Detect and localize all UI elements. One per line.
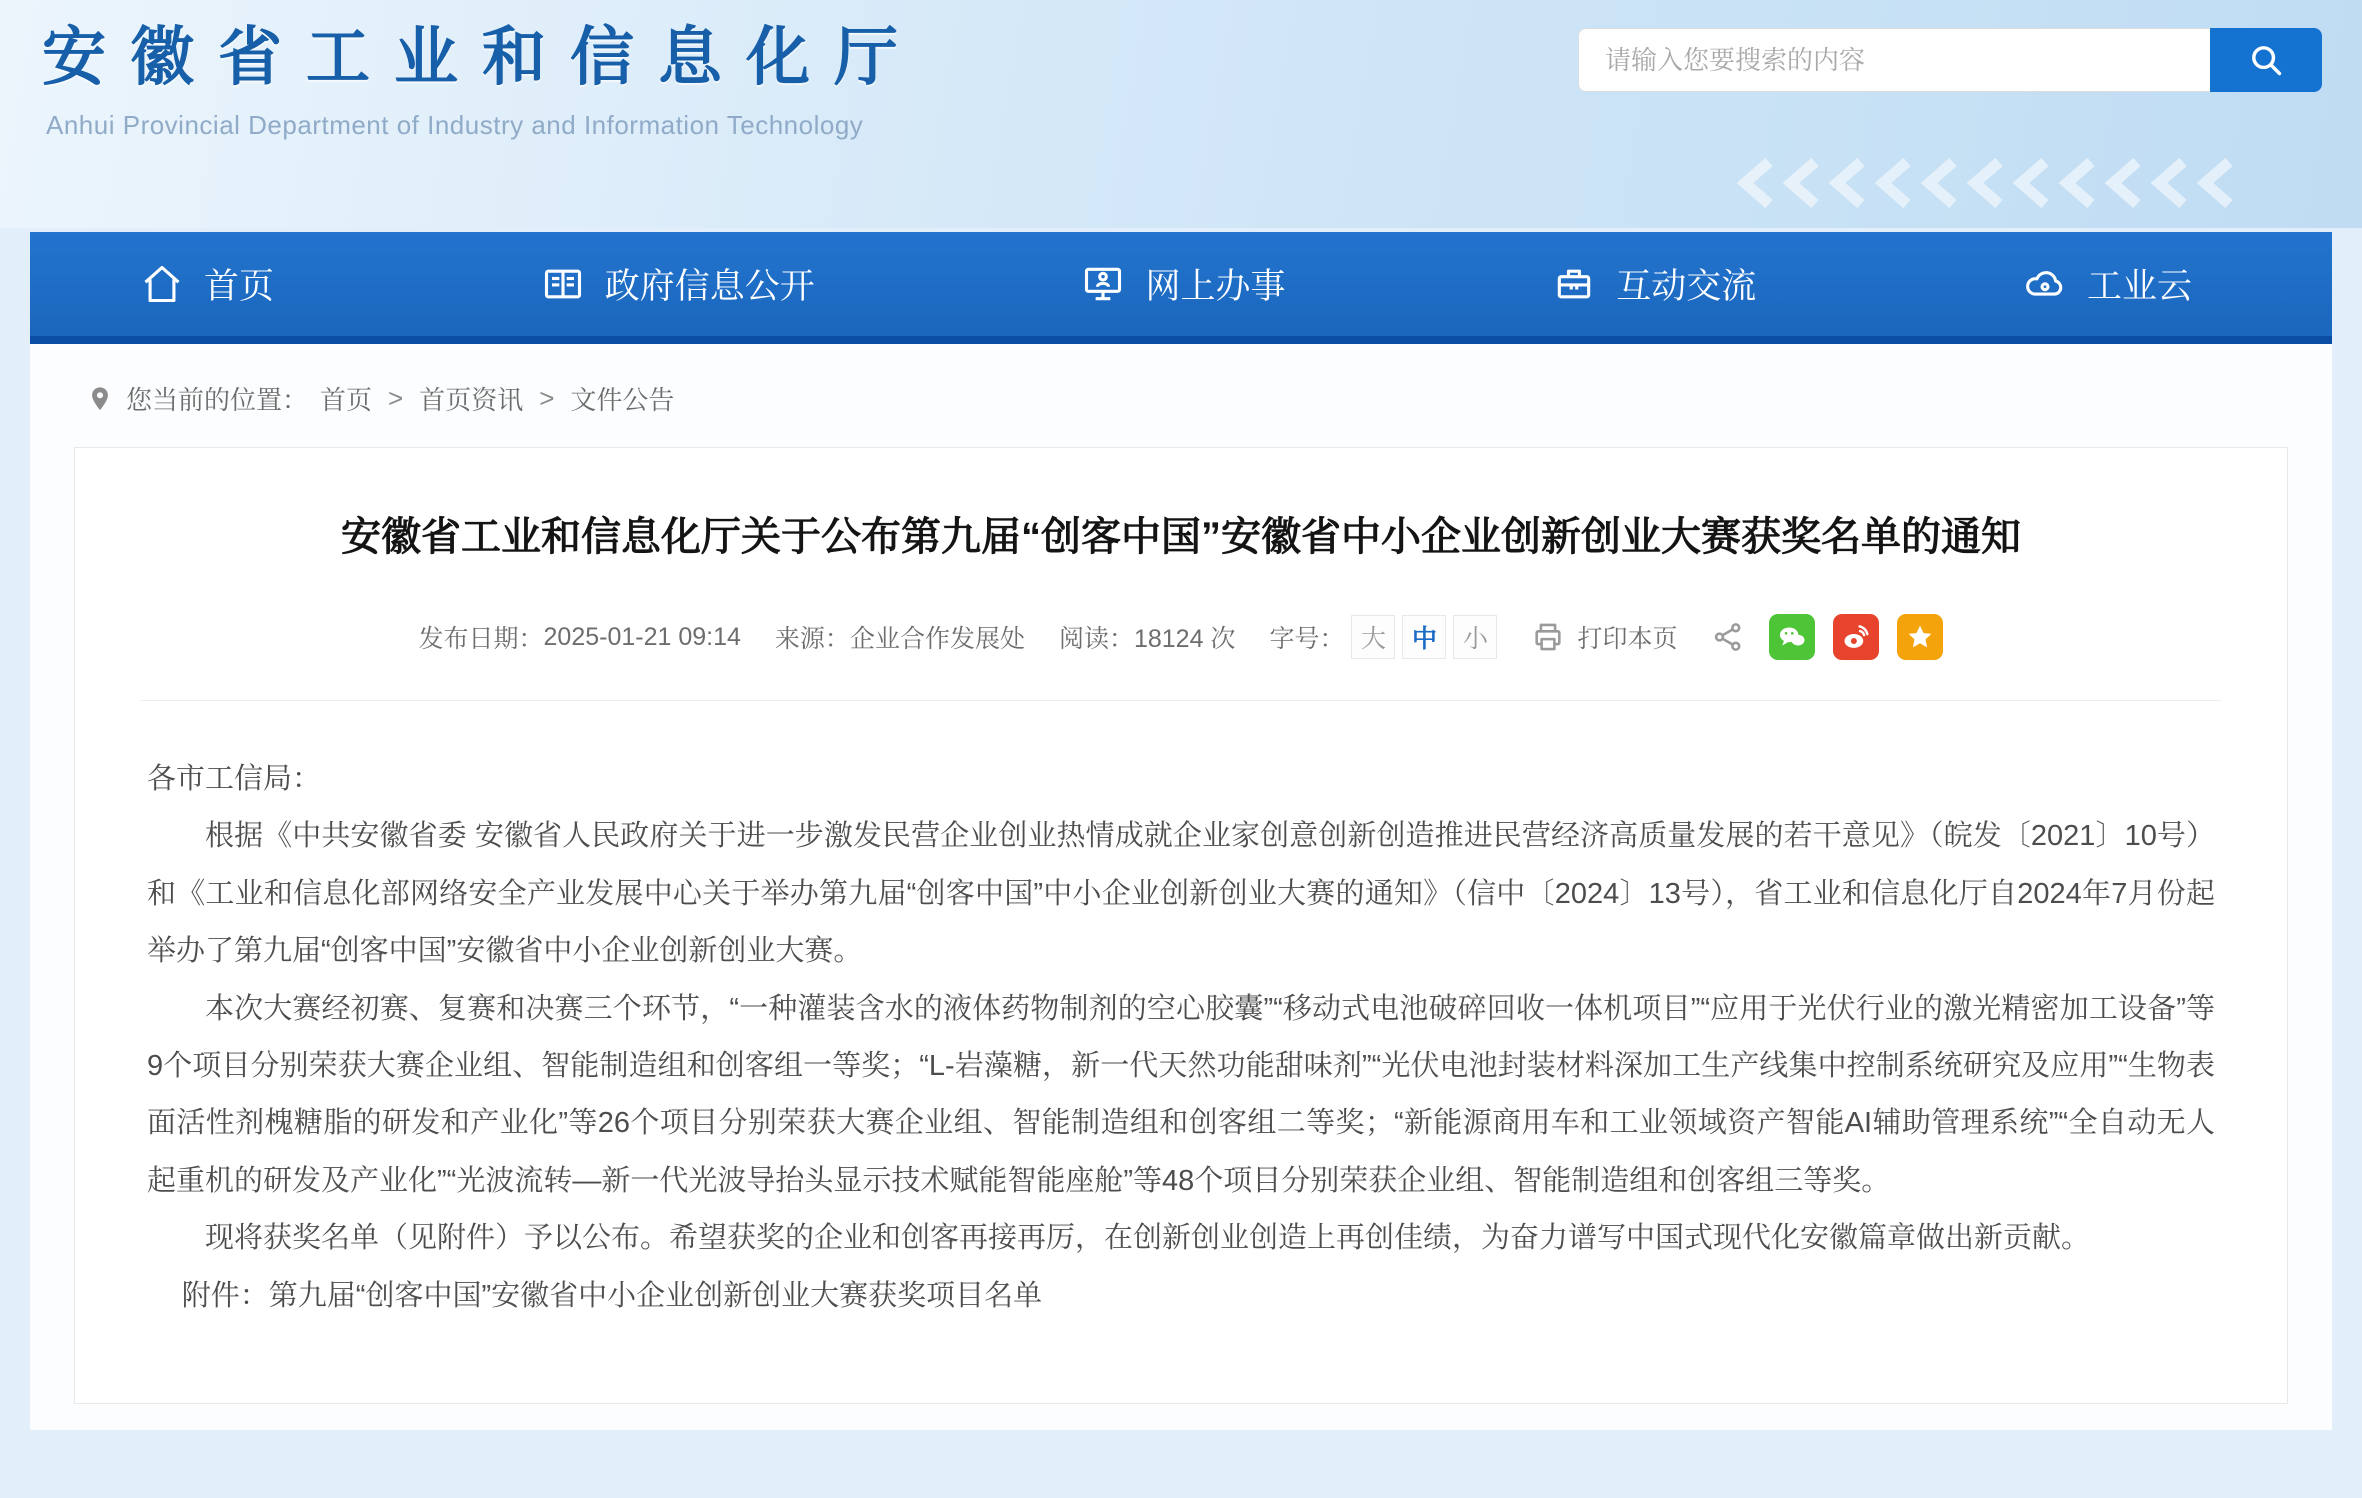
nav-item-online-services[interactable] bbox=[1081, 259, 1285, 309]
publish-date bbox=[419, 619, 741, 655]
font-size-medium-button[interactable]: 中 bbox=[1402, 615, 1446, 659]
article-paragraph: 根据《中共安徽省委 安徽省人民政府关于进一步激发民营企业创业热情成就企业家创意创新创造推进民营经济高质量发展的若干意见》（皖发〔2021〕10号）和《工业和信息化部网络安全产业发展中心关于举办第九届“创客中国”中小企业创新创业大赛的通知》（信中〔2024〕13号），省工业和信息化厅自2024年7月份起举办了第九届“创客中国”安徽省中小企业创新创业大赛。 bbox=[147, 820, 2215, 968]
print-button[interactable] bbox=[1531, 619, 1677, 655]
font-size-large-button[interactable]: 大 bbox=[1351, 615, 1395, 659]
article-card bbox=[74, 447, 2288, 1404]
views-label: 阅读： bbox=[1058, 625, 1134, 653]
search-input[interactable] bbox=[1578, 28, 2210, 92]
home-icon bbox=[140, 262, 184, 306]
nav-item-label: 首页 bbox=[204, 267, 275, 306]
breadcrumb-news[interactable]: 首页资讯 bbox=[419, 385, 524, 415]
breadcrumb-notices[interactable]: 文件公告 bbox=[570, 385, 675, 415]
font-size-control bbox=[1269, 615, 1497, 659]
site-title: 安徽省工业和信息化厅 bbox=[42, 21, 922, 93]
nav-item-label: 网上办事 bbox=[1145, 267, 1286, 306]
article-title: 安徽省工业和信息化厅关于公布第九届“创客中国”安徽省中小企业创新创业大赛获奖名单的通知 bbox=[341, 515, 2021, 559]
open-book-icon bbox=[541, 262, 585, 306]
chevrons-decoration bbox=[1735, 158, 2255, 208]
breadcrumb bbox=[30, 344, 2332, 417]
nav-item-label: 政府信息公开 bbox=[604, 267, 815, 306]
breadcrumb-separator: > bbox=[388, 383, 404, 413]
view-count bbox=[1059, 619, 1235, 655]
article-attachment: 附件：第九届“创客中国”安徽省中小企业创新创业大赛获奖项目名单 bbox=[181, 1279, 1043, 1312]
star-icon bbox=[1904, 621, 1936, 653]
weibo-icon bbox=[1839, 620, 1873, 654]
nav-item-gov-info[interactable] bbox=[541, 259, 815, 309]
share-apps bbox=[1769, 614, 1943, 660]
article-source bbox=[775, 619, 1025, 655]
nav-item-label: 互动交流 bbox=[1616, 267, 1757, 306]
publish-date-value: 2025-01-21 09:14 bbox=[543, 622, 741, 651]
search-button[interactable] bbox=[2210, 28, 2322, 92]
views-value: 18124 次 bbox=[1133, 625, 1236, 653]
nav-item-home[interactable] bbox=[140, 259, 274, 309]
article-paragraph: 现将获奖名单（见附件）予以公布。希望获奖的企业和创客再接再厉，在创新创业创造上再创佳绩，为奋力谱写中国式现代化安徽篇章做出新贡献。 bbox=[205, 1222, 2091, 1255]
monitor-icon bbox=[1081, 262, 1125, 306]
cloud-icon bbox=[2023, 262, 2067, 306]
source-label: 来源： bbox=[774, 625, 850, 653]
main-nav bbox=[30, 232, 2332, 344]
printer-icon bbox=[1531, 620, 1565, 654]
breadcrumb-home[interactable]: 首页 bbox=[320, 385, 373, 415]
font-size-small-button[interactable]: 小 bbox=[1453, 615, 1497, 659]
site-search bbox=[1578, 28, 2322, 92]
location-icon bbox=[86, 385, 114, 413]
article-body bbox=[141, 751, 2221, 1325]
site-subtitle: Anhui Provincial Department of Industry and Information Technology bbox=[46, 110, 864, 140]
nav-item-label: 工业云 bbox=[2086, 267, 2192, 306]
weibo-share-button[interactable] bbox=[1833, 614, 1879, 660]
search-icon bbox=[2247, 41, 2285, 79]
print-label: 打印本页 bbox=[1577, 625, 1678, 653]
nav-item-industrial-cloud[interactable] bbox=[2023, 259, 2192, 309]
article-meta bbox=[141, 614, 2221, 701]
wechat-share-button[interactable] bbox=[1769, 614, 1815, 660]
breadcrumb-prefix: 您当前的位置： bbox=[126, 385, 309, 415]
publish-date-label: 发布日期： bbox=[418, 625, 544, 653]
breadcrumb-separator: > bbox=[539, 383, 555, 413]
article-salutation: 各市工信局： bbox=[147, 763, 322, 795]
nav-item-interaction[interactable] bbox=[1552, 259, 1756, 309]
briefcase-icon bbox=[1552, 262, 1596, 306]
main-content bbox=[30, 344, 2332, 1430]
share-icon[interactable] bbox=[1711, 620, 1745, 654]
favorite-share-button[interactable] bbox=[1897, 614, 1943, 660]
wechat-icon bbox=[1775, 620, 1809, 654]
font-size-label: 字号： bbox=[1269, 625, 1345, 653]
site-header bbox=[0, 0, 2362, 228]
source-value: 企业合作发展处 bbox=[849, 625, 1025, 653]
article-paragraph: 本次大赛经初赛、复赛和决赛三个环节，“一种灌装含水的液体药物制剂的空心胶囊”“移动式电池破碎回收一体机项目”“应用于光伏行业的激光精密加工设备”等9个项目分别荣获大赛企业组、智能制造组和创客组一等奖；“L-岩藻糖，新一代天然功能甜味剂”“光伏电池封装材料深加工生产线集中控制系统研究及应用”“生物表面活性剂槐糖脂的研发和产业化”等26个项目分别荣获大赛企业组、智能制造组和创客组二等奖；“新能源商用车和工业领域资产智能AI辅助管理系统”“全自动无人起重机的研发及产业化”“光波流转—新一代光波导抬头显示技术赋能智能座舱”等48个项目分别荣获企业组、智能制造组和创客组三等奖。 bbox=[147, 992, 2215, 1197]
